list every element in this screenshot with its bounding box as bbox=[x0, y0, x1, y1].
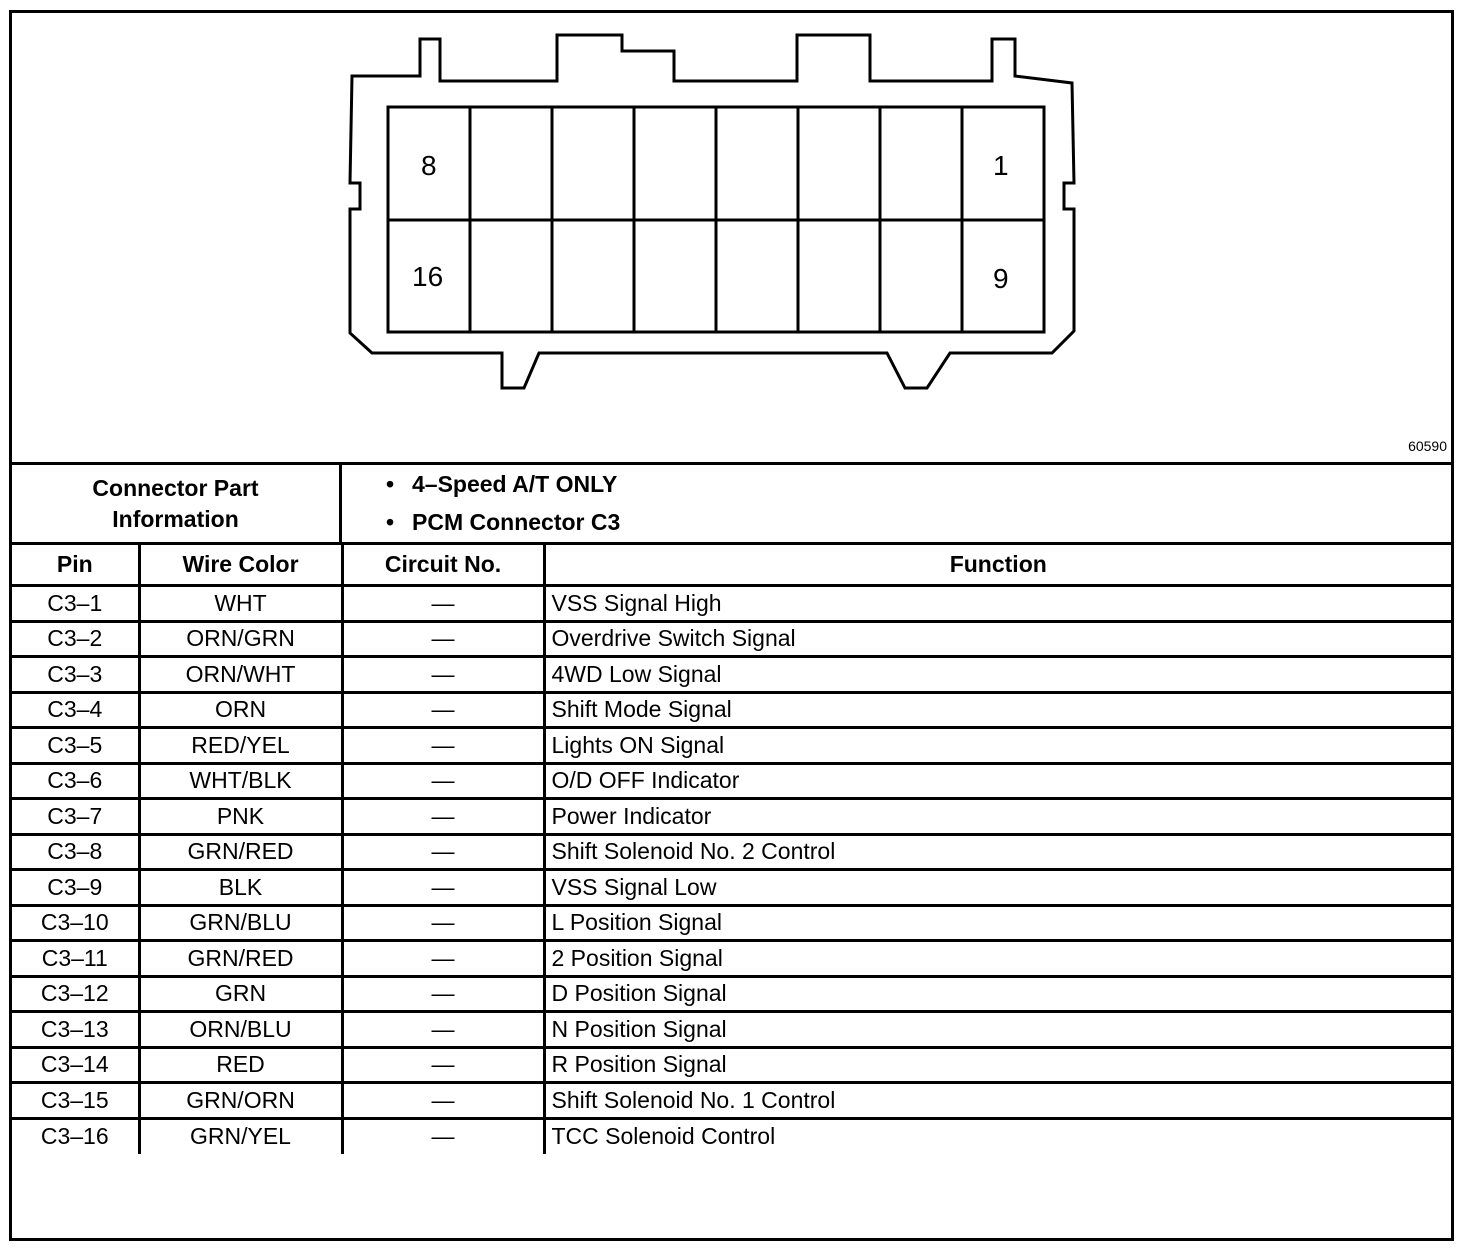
info-bullet-text: PCM Connector C3 bbox=[412, 509, 621, 535]
pin-label-16: 16 bbox=[412, 261, 444, 292]
function-cell: 2 Position Signal bbox=[544, 941, 1451, 977]
table-row bbox=[12, 976, 1451, 1012]
header-wire-color: Wire Color bbox=[139, 544, 342, 586]
wire-color-cell: ORN/WHT bbox=[139, 657, 342, 693]
circuit-cell: — bbox=[342, 621, 544, 657]
function-cell: R Position Signal bbox=[544, 1047, 1451, 1083]
wire-color-cell: RED bbox=[139, 1047, 342, 1083]
circuit-cell: — bbox=[342, 905, 544, 941]
wire-color-cell: RED/YEL bbox=[139, 728, 342, 764]
housing-outline bbox=[350, 35, 1074, 388]
connector-info-row bbox=[12, 462, 1451, 542]
connector-outline bbox=[12, 13, 1451, 462]
wire-color-cell: GRN/BLU bbox=[139, 905, 342, 941]
connector-document bbox=[9, 10, 1454, 1241]
info-bullet bbox=[386, 503, 1451, 541]
wire-color-cell: WHT/BLK bbox=[139, 763, 342, 799]
circuit-cell: — bbox=[342, 657, 544, 693]
function-cell: Overdrive Switch Signal bbox=[544, 621, 1451, 657]
circuit-cell: — bbox=[342, 1083, 544, 1119]
pin-cell: C3–9 bbox=[12, 870, 139, 906]
circuit-cell: — bbox=[342, 941, 544, 977]
wire-color-cell: GRN/RED bbox=[139, 834, 342, 870]
function-cell: Shift Solenoid No. 1 Control bbox=[544, 1083, 1451, 1119]
table-row bbox=[12, 870, 1451, 906]
wire-color-cell: ORN bbox=[139, 692, 342, 728]
function-cell: D Position Signal bbox=[544, 976, 1451, 1012]
circuit-cell: — bbox=[342, 834, 544, 870]
wire-color-cell: GRN/ORN bbox=[139, 1083, 342, 1119]
circuit-cell: — bbox=[342, 692, 544, 728]
circuit-cell: — bbox=[342, 1047, 544, 1083]
function-cell: Shift Mode Signal bbox=[544, 692, 1451, 728]
table-row bbox=[12, 799, 1451, 835]
function-cell: O/D OFF Indicator bbox=[544, 763, 1451, 799]
pin-label-8: 8 bbox=[421, 150, 437, 181]
wire-color-cell: GRN bbox=[139, 976, 342, 1012]
info-bullet bbox=[386, 465, 1451, 503]
circuit-cell: — bbox=[342, 870, 544, 906]
pin-cell: C3–11 bbox=[12, 941, 139, 977]
wire-color-cell: GRN/YEL bbox=[139, 1118, 342, 1154]
header-pin: Pin bbox=[12, 544, 139, 586]
wire-color-cell: WHT bbox=[139, 586, 342, 622]
wire-color-cell: GRN/RED bbox=[139, 941, 342, 977]
wire-color-cell: PNK bbox=[139, 799, 342, 835]
wire-color-cell: ORN/GRN bbox=[139, 621, 342, 657]
circuit-cell: — bbox=[342, 1012, 544, 1048]
pin-table bbox=[12, 542, 1451, 1154]
function-cell: Shift Solenoid No. 2 Control bbox=[544, 834, 1451, 870]
pin-cell: C3–4 bbox=[12, 692, 139, 728]
function-cell: VSS Signal Low bbox=[544, 870, 1451, 906]
pin-label-1: 1 bbox=[993, 150, 1009, 181]
pin-cell: C3–10 bbox=[12, 905, 139, 941]
pin-cell: C3–13 bbox=[12, 1012, 139, 1048]
connector-info-label-line1: Connector Part bbox=[92, 474, 259, 501]
table-row bbox=[12, 692, 1451, 728]
wire-color-cell: ORN/BLU bbox=[139, 1012, 342, 1048]
pin-cell: C3–6 bbox=[12, 763, 139, 799]
pin-cell: C3–7 bbox=[12, 799, 139, 835]
table-row bbox=[12, 1047, 1451, 1083]
table-row bbox=[12, 763, 1451, 799]
circuit-cell: — bbox=[342, 763, 544, 799]
table-row bbox=[12, 1083, 1451, 1119]
pin-cell: C3–15 bbox=[12, 1083, 139, 1119]
info-bullet-text: 4–Speed A/T ONLY bbox=[412, 471, 618, 497]
table-row bbox=[12, 834, 1451, 870]
pin-cell: C3–8 bbox=[12, 834, 139, 870]
header-function: Function bbox=[544, 544, 1451, 586]
table-row bbox=[12, 586, 1451, 622]
wire-color-cell: BLK bbox=[139, 870, 342, 906]
connector-info-label-line2: Information bbox=[112, 505, 239, 532]
function-cell: Lights ON Signal bbox=[544, 728, 1451, 764]
pin-label-9: 9 bbox=[993, 263, 1009, 294]
circuit-cell: — bbox=[342, 976, 544, 1012]
table-row bbox=[12, 941, 1451, 977]
table-row bbox=[12, 657, 1451, 693]
table-row bbox=[12, 905, 1451, 941]
pin-cell: C3–5 bbox=[12, 728, 139, 764]
bullet-icon: • bbox=[386, 509, 395, 535]
pin-cell: C3–3 bbox=[12, 657, 139, 693]
function-cell: Power Indicator bbox=[544, 799, 1451, 835]
function-cell: 4WD Low Signal bbox=[544, 657, 1451, 693]
table-row bbox=[12, 728, 1451, 764]
connector-diagram bbox=[12, 13, 1451, 462]
header-circuit: Circuit No. bbox=[342, 544, 544, 586]
pin-cell: C3–14 bbox=[12, 1047, 139, 1083]
function-cell: VSS Signal High bbox=[544, 586, 1451, 622]
function-cell: TCC Solenoid Control bbox=[544, 1118, 1451, 1154]
circuit-cell: — bbox=[342, 586, 544, 622]
pin-cell: C3–1 bbox=[12, 586, 139, 622]
function-cell: L Position Signal bbox=[544, 905, 1451, 941]
pin-cell: C3–12 bbox=[12, 976, 139, 1012]
pin-cell: C3–2 bbox=[12, 621, 139, 657]
connector-info-bullets bbox=[342, 465, 1451, 542]
figure-id: 60590 bbox=[1408, 438, 1447, 454]
circuit-cell: — bbox=[342, 728, 544, 764]
table-row bbox=[12, 1118, 1451, 1154]
connector-info-label bbox=[12, 465, 342, 542]
pin-table-header bbox=[12, 544, 1451, 586]
function-cell: N Position Signal bbox=[544, 1012, 1451, 1048]
circuit-cell: — bbox=[342, 799, 544, 835]
table-row bbox=[12, 1012, 1451, 1048]
pin-cell: C3–16 bbox=[12, 1118, 139, 1154]
circuit-cell: — bbox=[342, 1118, 544, 1154]
table-row bbox=[12, 621, 1451, 657]
bullet-icon: • bbox=[386, 471, 395, 497]
